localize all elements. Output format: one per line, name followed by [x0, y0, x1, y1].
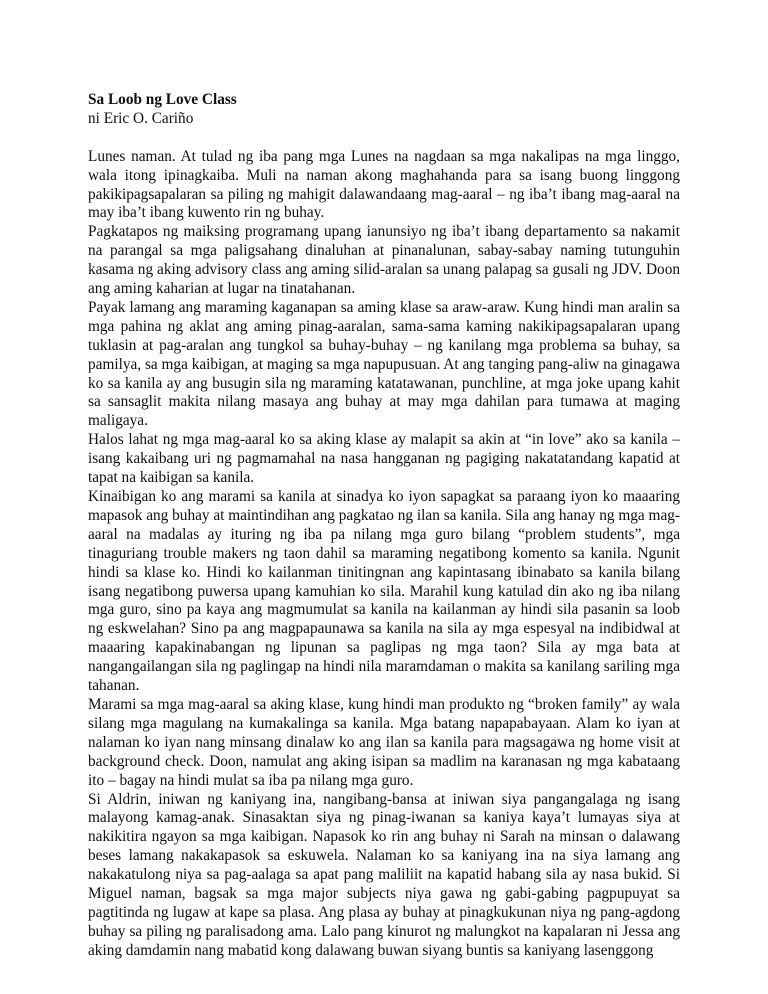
paragraph-5: Kinaibigan ko ang marami sa kanila at sinadya ko iyon sapagkat sa paraang iyon ko maaaring mapasok ang buhay at maintindihan ang pagkatao ng ilan sa kanila. Sila ang hanay ng mga mag-aaral na madalas ay ituring ng iba pa nilang mga guro bilang “problem students”, mga tinaguriang trouble makers ng taon dahil sa maraming negatibong komento sa kanila. Ngunit hindi sa klase ko. Hindi ko kailanman tinitingnan ang kapintasang ibinabato sa kanila bilang isang negatibong puwersa upang kamuhian ko sila. Marahil kung katulad din ako ng iba nilang mga guro, sino pa kaya ang magmumulat sa kanila na kailanman ay hindi sila pasanin sa loob ng eskwelahan? Sino pa ang magpapaunawa sa kanila na sila ay mga espesyal na indibidwal at maaaring kapakinabangan ng lipunan sa paglipas ng mga taon? Sila ay mga bata at nangangailangan sila ng paglingap na hindi nila maramdaman o makita sa kanilang sariling mga tahanan. [88, 488, 680, 695]
document-page [88, 91, 680, 961]
document-title: Sa Loob ng Love Class [88, 91, 237, 108]
document-author: ni Eric O. Cariño [88, 109, 194, 127]
paragraph-7: Si Aldrin, iniwan ng kaniyang ina, nangibang-bansa at iniwan siya pangangalaga ng isang malayong kamag-anak. Sinasaktan siya ng pinag-iwanan sa kaniya kaya’t lumayas siya at nakikitira ngayon sa mga kaibigan. Napasok ko rin ang buhay ni Sarah na minsan o dalawang beses lamang nakakapasok sa eskuwela. Nalaman ko sa kaniyang ina na siya lamang ang nakakatulong niya sa pag-aalaga sa apat pang maliliit na kapatid habang sila ay nasa bukid. Si Miguel naman, bagsak sa mga major subjects niya gawa ng gabi-gabing pagpupuyat sa pagtitinda ng lugaw at kape sa plasa. Ang plasa ay buhay at pinagkukunan niya ng pang-agdong buhay sa piling ng paralisadong ama. Lalo pang kinurot ng malungkot na kapalaran ni Jessa ang aking damdamin nang mabatid kong dalawang buwan siyang buntis sa kaniyang lasenggong [88, 790, 680, 959]
paragraph-6: Marami sa mga mag-aaral sa aking klase, kung hindi man produkto ng “broken family” ay wala silang mga magulang na kumakalinga sa kanila. Mga batang napapabayaan. Alam ko iyan at nalaman ko iyan nang minsang dinalaw ko ang ilan sa kanila para magsagawa ng home visit at background check. Doon, namulat ang aking isipan sa madlim na karanasan ng mga kabataang ito – bagay na hindi mulat sa iba pa nilang mga guro. [88, 695, 680, 789]
paragraph-4: Halos lahat ng mga mag-aaral ko sa aking klase ay malapit sa akin at “in love” ako sa kanila – isang kakaibang uri ng pagmamahal na nasa hangganan ng pagiging nakatatandang kapatid at tapat na kaibigan sa kanila. [88, 431, 680, 487]
paragraph-3: Payak lamang ang maraming kaganapan sa aming klase sa araw-araw. Kung hindi man aralin sa mga pahina ng aklat ang aming pinag-aaralan, sama-sama kaming nakikipagsapalaran upang tuklasin at pag-aralan ang tungkol sa buhay-buhay – ng kanilang mga problema sa buhay, sa pamilya, sa mga kaibigan, at maging sa mga napupusuan. At ang tanging pang-aliw na ginagawa ko sa kanila ay ang busugin sila ng maraming katatawanan, punchline, at mga joke upang kahit sa sansaglit makita nilang masaya ang buhay at may mga dahilan para tumawa at maging maligaya. [88, 298, 680, 430]
paragraph-1: Lunes naman. At tulad ng iba pang mga Lunes na nagdaan sa mga nakalipas na mga linggo, wala itong ipinagkaiba. Muli na naman akong maghahanda para sa isang buong linggong pakikipagsapalaran sa piling ng mahigit dalawandaang mag-aaral – ng iba’t ibang mag-aaral na may iba’t ibang kuwento rin ng buhay. [88, 147, 680, 222]
paragraph-2: Pagkatapos ng maiksing programang upang ianunsiyo ng iba’t ibang departamento sa nakamit na parangal sa mga paligsahang dinaluhan at pinanalunan, sabay-sabay naming tutunguhin kasama ng aking advisory class ang aming silid-aralan sa unang palapag sa gusali ng JDV. Doon ang aming kaharian at lugar na tinatahanan. [88, 223, 680, 298]
